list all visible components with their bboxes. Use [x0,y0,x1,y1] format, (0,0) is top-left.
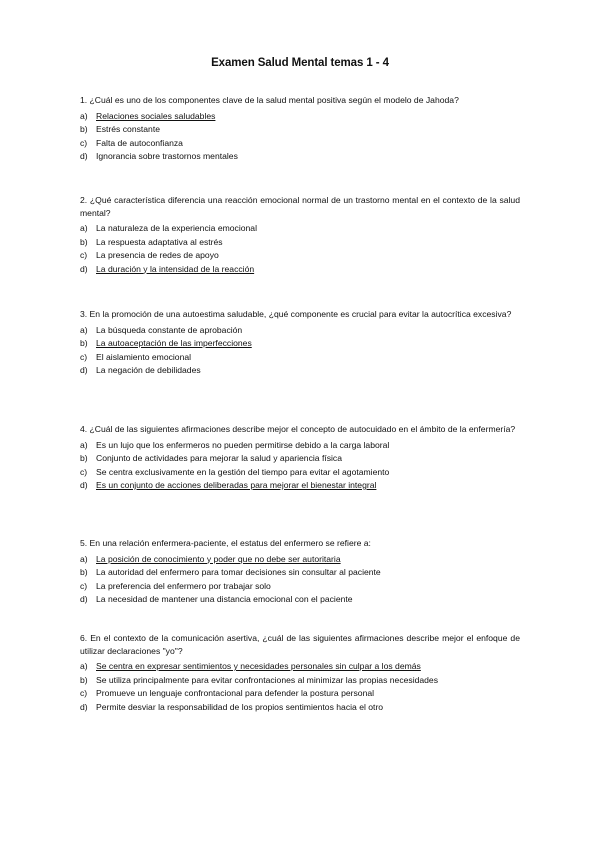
option-letter: c) [80,351,88,362]
option-text-correct: Relaciones sociales saludables [96,110,216,121]
option-letter: b) [80,567,88,577]
option-text: La preferencia del enfermero por trabajar solo [96,580,271,591]
option-letter: d) [80,365,88,375]
option-letter: d) [80,151,88,161]
option-c [80,350,520,364]
option-text: La naturaleza de la experiencia emocional [96,223,257,233]
option-a [80,552,520,566]
option-letter: a) [80,661,88,671]
option-text: Promueve un lenguaje confrontacional para defender la postura personal [96,688,375,698]
question-stem: 4. ¿Cuál de las siguientes afirmaciones describe mejor el concepto de autocuidado en el ámbito de la enfermería? [80,424,516,434]
option-b [80,123,520,137]
option-d [80,364,520,378]
option-text: Es un lujo que los enfermeros no pueden permitirse debido a la carga laboral [96,439,390,450]
option-letter: c) [80,580,88,591]
option-text: La autoridad del enfermero para tomar decisiones sin consultar al paciente [96,567,381,577]
option-text: La respuesta adaptativa al estrés [96,236,223,247]
option-c [80,579,520,593]
option-a [80,438,520,452]
option-letter: b) [80,674,88,685]
option-text: Estrés constante [96,124,161,134]
question-1 [80,94,520,163]
option-letter: c) [80,466,88,477]
option-b [80,452,520,466]
option-text-correct: Es un conjunto de acciones deliberadas para mejorar el bienestar integral [96,480,377,490]
option-a [80,222,520,236]
option-letter: b) [80,124,88,134]
option-text: Se centra exclusivamente en la gestión del tiempo para evitar el agotamiento [96,466,390,477]
option-d [80,479,520,493]
question-stem: 6. En el contexto de la comunicación asertiva, ¿cuál de las siguientes afirmaciones describe mejor el enfoque de utilizar declaraciones "yo"? [80,633,520,656]
option-text-correct: La posición de conocimiento y poder que no debe ser autoritaria [96,553,341,564]
option-letter: d) [80,263,88,274]
option-text: Falta de autoconfianza [96,137,183,148]
option-letter: b) [80,236,88,247]
option-text: Se utiliza principalmente para evitar confrontaciones al minimizar las propias necesidades [96,674,439,685]
question-stem: 3. En la promoción de una autoestima saludable, ¿qué componente es crucial para evitar la autocrítica excesiva? [80,309,512,319]
option-text-correct: La autoaceptación de las imperfecciones [96,338,252,348]
option-letter: b) [80,453,88,463]
option-letter: c) [80,688,88,698]
question-stem: 2. ¿Qué característica diferencia una reacción emocional normal de un trastorno mental en el contexto de la salud mental? [80,195,520,218]
option-b [80,235,520,249]
question-4 [80,423,520,492]
option-c [80,687,520,701]
question-3 [80,308,520,377]
option-d [80,262,520,276]
option-c [80,249,520,263]
option-letter: a) [80,324,88,335]
option-letter: b) [80,338,88,348]
option-letter: a) [80,223,88,233]
option-text: Permite desviar la responsabilidad de los propios sentimientos hacia el otro [96,701,384,712]
question-stem: 5. En una relación enfermera-paciente, el estatus del enfermero se refiere a: [80,538,371,548]
question-stem: 1. ¿Cuál es uno de los componentes clave de la salud mental positiva según el modelo de Jahoda? [80,95,459,105]
option-text: Ignorancia sobre trastornos mentales [96,151,238,161]
option-a [80,323,520,337]
option-a [80,109,520,123]
option-b [80,566,520,580]
page-title: Examen Salud Mental temas 1 - 4 [211,57,389,69]
question-5 [80,537,520,606]
option-c [80,465,520,479]
option-letter: c) [80,137,88,148]
option-letter: d) [80,480,88,490]
option-text: El aislamiento emocional [96,351,192,362]
option-d [80,700,520,714]
option-b [80,673,520,687]
option-text: La búsqueda constante de aprobación [96,324,243,335]
question-6 [80,632,520,714]
option-text: La negación de debilidades [96,365,201,375]
option-text: La presencia de redes de apoyo [96,250,219,260]
option-d [80,150,520,164]
option-text-correct: Se centra en expresar sentimientos y necesidades personales sin culpar a los demás [96,661,421,671]
option-c [80,136,520,150]
option-d [80,593,520,607]
option-b [80,337,520,351]
option-letter: a) [80,553,88,564]
option-a [80,660,520,674]
question-2 [80,194,520,276]
option-letter: d) [80,594,88,604]
option-letter: c) [80,250,88,260]
option-text: La necesidad de mantener una distancia emocional con el paciente [96,594,353,604]
option-letter: d) [80,701,88,712]
option-letter: a) [80,439,88,450]
option-text-correct: La duración y la intensidad de la reacción [96,263,255,274]
option-letter: a) [80,110,88,121]
option-text: Conjunto de actividades para mejorar la salud y apariencia física [96,453,343,463]
